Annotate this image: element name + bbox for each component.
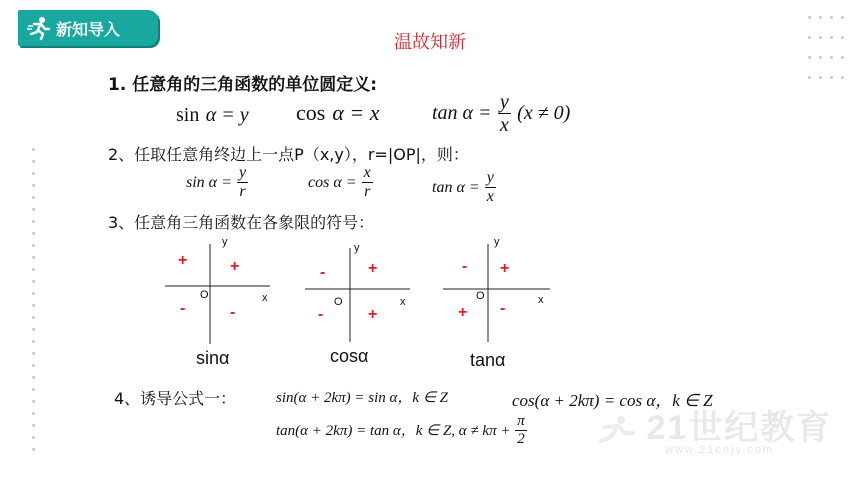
page-title: 温故知新 xyxy=(394,32,466,53)
watermark-runner-icon xyxy=(595,415,635,445)
badge-label: 新知导入 xyxy=(56,19,121,39)
section1-heading: 1. 任意角的三角函数的单位圆定义: xyxy=(108,75,378,95)
induction-cos-formula: cos(α + 2kπ) = cos α，k ∈ Z xyxy=(512,391,713,410)
unit-circle-sin-formula: sin α = y xyxy=(176,104,249,126)
sign-q2: - xyxy=(462,258,468,275)
quadrant-graph-tan xyxy=(438,234,558,374)
section3-heading: 3、任意角三角函数在各象限的符号： xyxy=(108,213,375,232)
sign-q1: + xyxy=(500,260,510,277)
sign-q1: + xyxy=(368,260,378,277)
axes-cos xyxy=(300,234,420,354)
sign-q4: + xyxy=(368,306,378,323)
y-axis-label: y xyxy=(222,236,228,248)
decorative-dots-left xyxy=(32,148,36,460)
sign-q4: - xyxy=(230,304,236,321)
y-axis-label: y xyxy=(354,242,360,254)
watermark-url: www.21cnjy.com xyxy=(665,444,775,456)
watermark-logo: 21世纪教育 xyxy=(595,400,832,449)
origin-label: O xyxy=(476,290,485,302)
quadrant-graph-cos xyxy=(300,234,420,374)
sign-q1: + xyxy=(230,258,240,275)
sign-q2: - xyxy=(320,264,326,281)
x-axis-label: x xyxy=(262,292,268,304)
sign-q4: - xyxy=(500,300,506,317)
unit-circle-tan-formula: tan α = $\frac{y}{x}$ (x ≠ 0) xyxy=(432,91,571,136)
origin-label: O xyxy=(334,296,343,308)
x-axis-label: x xyxy=(538,294,544,306)
point-cos-formula: cos α = $\frac{x}{r}$ xyxy=(308,164,371,200)
sign-q3: - xyxy=(318,306,324,323)
function-label-cos: cosα xyxy=(330,346,369,366)
function-label-tan: tanα xyxy=(470,350,506,370)
y-axis-label: y xyxy=(494,236,500,248)
quadrant-graph-sin xyxy=(160,234,280,374)
section4-heading: 4、诱导公式一： xyxy=(114,389,237,408)
origin-label: O xyxy=(200,289,209,301)
point-sin-formula: sin α = $\frac{y}{r}$ xyxy=(186,164,247,200)
sign-q2: + xyxy=(178,252,188,269)
unit-circle-cos-formula: cos α = x xyxy=(296,100,380,125)
sign-q3: + xyxy=(458,304,468,321)
section2-heading: 2、任取任意角终边上一点P（x,y），r=|OP|，则： xyxy=(108,145,469,164)
induction-sin-formula: sin(α + 2kπ) = sin α，k ∈ Z xyxy=(276,390,448,406)
point-tan-formula: tan α = $\frac{y}{x}$ xyxy=(432,169,494,205)
decorative-dots-corner xyxy=(808,16,844,88)
x-axis-label: x xyxy=(400,296,406,308)
sign-q3: - xyxy=(180,300,186,317)
function-label-sin: sinα xyxy=(196,348,230,368)
induction-tan-formula: tan(α + 2kπ) = tan α，k ∈ Z, α ≠ kπ + $\frac{\pi}{2}$ xyxy=(276,413,525,447)
